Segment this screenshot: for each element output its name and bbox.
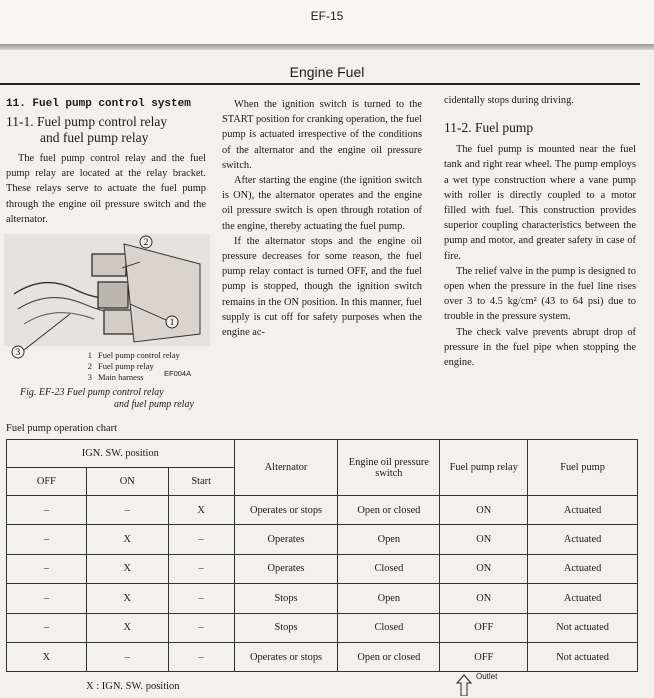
cell-oil-switch: Closed xyxy=(338,613,440,642)
column-3 xyxy=(444,93,636,370)
cell-alternator: Operates xyxy=(234,554,338,583)
cell-off: X xyxy=(7,642,87,671)
subsection-heading-fuel-pump: 11-2. Fuel pump xyxy=(444,120,534,136)
column-2 xyxy=(222,97,422,340)
page-number: EF-15 xyxy=(310,9,344,23)
paragraph-start-position: When the ignition switch is turned to the START position for cranking operation, the fuel pump is actuated irrespective of the conditions of the alternator and the engine oil pressure switch. xyxy=(222,99,422,171)
paragraph-alternator-stops: If the alternator stops and the engine oil pressure decreases for some reason, the fuel pump relay contact is turned OFF, and the fuel pump is stopped, though the ignition switch remains in the ON position. In this manner, fuel supply is cut off for safety purposes when the engine ac- xyxy=(222,235,422,339)
relay-paragraph: The fuel pump control relay and the fuel pump relay are located at the relay bracket. These relays serve to actuate the fuel pump through the engine oil pressure switch and the alternator. xyxy=(6,153,206,225)
cell-start: – xyxy=(168,613,234,642)
cell-fuel-pump: Actuated xyxy=(528,525,638,554)
ign-sw-position-header: IGN. SW. position xyxy=(7,440,235,468)
page-gutter xyxy=(0,44,654,50)
cell-relay: ON xyxy=(440,496,528,525)
figure-code: EF004A xyxy=(164,369,192,378)
cell-fuel-pump: Not actuated xyxy=(528,613,638,642)
chart-footnote: X : IGN. SW. position xyxy=(86,681,180,692)
cell-off: – xyxy=(7,613,87,642)
header-fuel-pump-relay: Fuel pump relay xyxy=(440,440,528,496)
header-fuel-pump: Fuel pump xyxy=(528,440,638,496)
paragraph-fuel-pump-mounting: The fuel pump is mounted near the fuel tank and right rear wheel. The pump employs a wet type construction where a vane pump with roller is directly coupled to a motor filled with fuel. This construction provides superior coupling characteristics between the pump and motor, and greater safety in case of fire. xyxy=(444,144,636,262)
cell-oil-switch: Open or closed xyxy=(338,642,440,671)
cell-relay: ON xyxy=(440,554,528,583)
cell-fuel-pump: Actuated xyxy=(528,584,638,613)
cell-on: X xyxy=(86,613,168,642)
cell-relay: OFF xyxy=(440,642,528,671)
cell-off: – xyxy=(7,584,87,613)
table-row xyxy=(7,613,638,642)
carry-over-text: cidentally stops during driving. xyxy=(444,95,574,106)
cell-off: – xyxy=(7,554,87,583)
callout-2: 2 xyxy=(143,237,149,247)
cell-alternator: Operates or stops xyxy=(234,642,338,671)
cell-start: – xyxy=(168,554,234,583)
cell-oil-switch: Open xyxy=(338,525,440,554)
figure-ef-23 xyxy=(4,234,210,414)
header-alternator: Alternator xyxy=(234,440,338,496)
cell-alternator: Operates or stops xyxy=(234,496,338,525)
figure-caption xyxy=(20,387,194,411)
chart-header-row xyxy=(7,440,638,468)
cell-start: – xyxy=(168,642,234,671)
header-oil-pressure-switch: Engine oil pressure switch xyxy=(338,440,440,496)
cell-on: X xyxy=(86,584,168,613)
cell-start: – xyxy=(168,525,234,554)
figure-caption-line2: and fuel pump relay xyxy=(114,399,194,410)
cell-oil-switch: Open xyxy=(338,584,440,613)
table-row xyxy=(7,496,638,525)
cell-fuel-pump: Not actuated xyxy=(528,642,638,671)
header-start: Start xyxy=(168,468,234,496)
cell-start: X xyxy=(168,496,234,525)
table-row xyxy=(7,554,638,583)
cell-oil-switch: Open or closed xyxy=(338,496,440,525)
paragraph-after-start: After starting the engine (the ignition switch is ON), the alternator operates and the engine oil pressure switch is open through rotation of the engine, thereby actuating the fuel pump. xyxy=(222,175,422,232)
subsection-heading-line2: and fuel pump relay xyxy=(40,130,149,145)
legend-item: 3 Main harness xyxy=(87,372,144,382)
callout-1: 1 xyxy=(169,317,175,327)
paragraph-relief-valve: The relief valve in the pump is designed to open when the pressure in the fuel line rises over 3 to 4.5 kg/cm² (43 to 64 psi) due to trouble in the pressure system. xyxy=(444,265,636,323)
cell-off: – xyxy=(7,496,87,525)
cell-alternator: Stops xyxy=(234,613,338,642)
cell-relay: OFF xyxy=(440,613,528,642)
section-title: Engine Fuel xyxy=(289,64,365,80)
cell-relay: ON xyxy=(440,525,528,554)
table-row xyxy=(7,584,638,613)
header-on: ON xyxy=(86,468,168,496)
chart-title: Fuel pump operation chart xyxy=(6,423,118,434)
cell-on: – xyxy=(86,642,168,671)
outlet-arrow-icon xyxy=(456,674,472,696)
fuel-pump-operation-chart xyxy=(6,439,638,672)
cell-alternator: Stops xyxy=(234,584,338,613)
cell-on: – xyxy=(86,496,168,525)
callout-3: 3 xyxy=(15,347,21,357)
title-rule xyxy=(0,83,640,85)
outlet-label: Outlet xyxy=(476,672,498,681)
cell-fuel-pump: Actuated xyxy=(528,554,638,583)
cell-relay: ON xyxy=(440,584,528,613)
cell-start: – xyxy=(168,584,234,613)
subsection-heading-relay xyxy=(6,114,206,146)
cell-on: X xyxy=(86,554,168,583)
section-heading: 11. Fuel pump control system xyxy=(6,98,191,110)
cell-oil-switch: Closed xyxy=(338,554,440,583)
header-off: OFF xyxy=(7,468,87,496)
cell-on: X xyxy=(86,525,168,554)
cell-alternator: Operates xyxy=(234,525,338,554)
cell-off: – xyxy=(7,525,87,554)
column-1 xyxy=(6,97,206,227)
figure-caption-line1: Fig. EF-23 Fuel pump control relay xyxy=(20,387,164,398)
paragraph-check-valve: The check valve prevents abrupt drop of pressure in the fuel pipe when stopping the engine. xyxy=(444,326,636,369)
legend-item: 1 Fuel pump control relay xyxy=(87,350,180,360)
subsection-heading-line1: 11-1. Fuel pump control relay xyxy=(6,114,168,129)
table-row xyxy=(7,642,638,671)
figure-legend xyxy=(80,350,180,383)
table-row xyxy=(7,525,638,554)
page-header-area xyxy=(0,0,654,44)
legend-item: 2 Fuel pump relay xyxy=(87,361,154,371)
cell-fuel-pump: Actuated xyxy=(528,496,638,525)
